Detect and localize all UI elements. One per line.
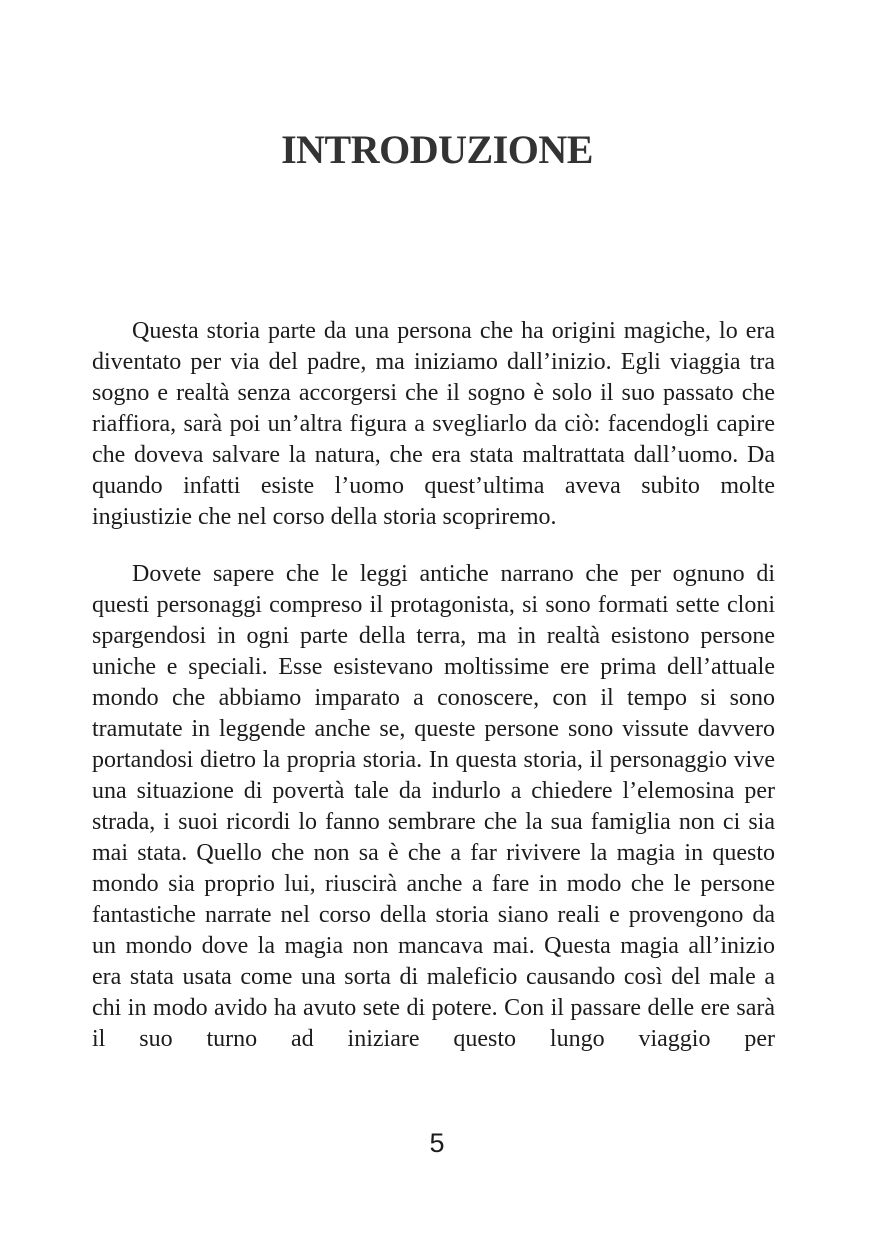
body-text-block	[92, 316, 775, 1055]
paragraph: Dovete sapere che le leggi antiche narrano che per ognuno di questi personaggi compreso il protagonista, si sono formati sette cloni spargendosi in ogni parte della terra, ma in realtà esistono persone uniche e speciali. Esse esistevano moltissime ere prima dell’attuale mondo che abbiamo imparato a conoscere, con il tempo si sono tramutate in leggende anche se, queste persone sono vissute davvero portandosi dietro la propria storia. In questa storia, il personaggio vive una situazione di povertà tale da indurlo a chiedere l’elemosina per strada, i suoi ricordi lo fanno sembrare che la sua famiglia non ci sia mai stata. Quello che non sa è che a far rivivere la magia in questo mondo sia proprio lui, riuscirà anche a fare in modo che le persone fantastiche narrate nel corso della storia siano reali e provengono da un mondo dove la magia non mancava mai. Questa magia all’inizio era stata usata come una sorta di maleficio causando così del male a chi in modo avido ha avuto sete di potere. Con il passare delle ere sarà il suo turno ad iniziare questo lungo viaggio per	[92, 561, 775, 1052]
paragraph: Questa storia parte da una persona che ha origini magiche, lo era diventato per via del padre, ma iniziamo dall’inizio. Egli viaggia tra sogno e realtà senza accorgersi che il sogno è solo il suo passato che riaffiora, sarà poi un’altra figura a svegliarlo da ciò: facendogli capire che doveva salvare la natura, che era stata maltrattata dall’uomo. Da quando infatti esiste l’uomo quest’ultima aveva subito molte ingiustizie che nel corso della storia scopriremo.	[92, 318, 775, 530]
page-number: 5	[429, 1128, 445, 1158]
chapter-title: INTRODUZIONE	[281, 127, 593, 172]
